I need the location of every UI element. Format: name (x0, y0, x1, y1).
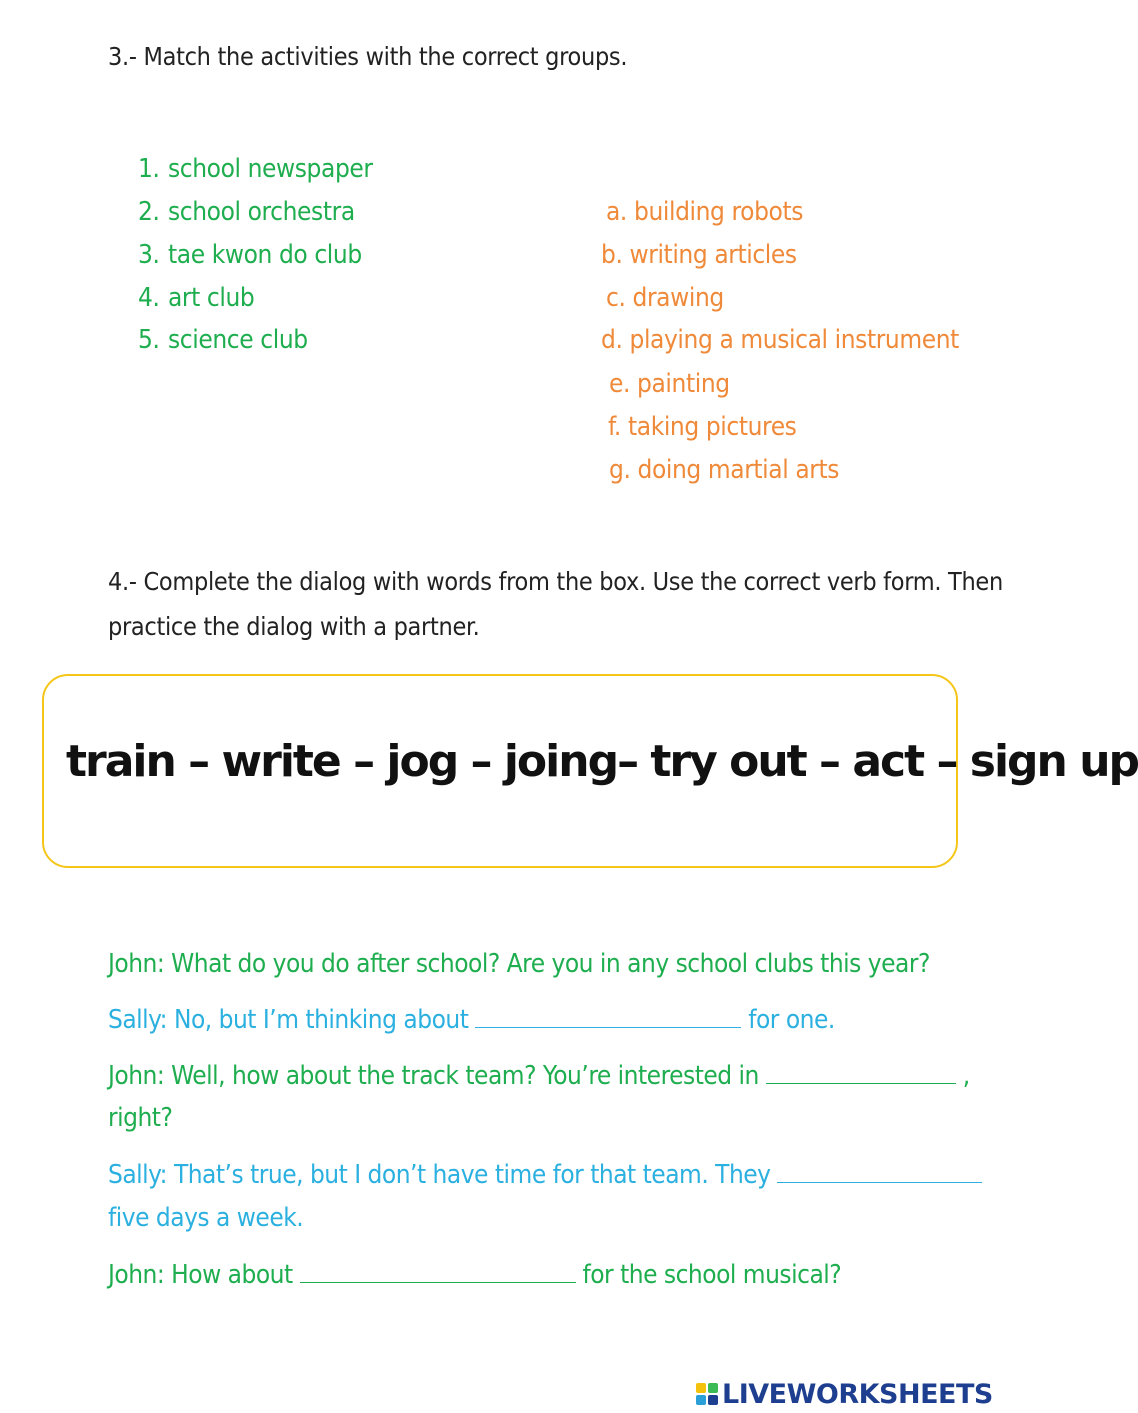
activity-item-f: f. taking pictures (608, 412, 797, 442)
word-box-text: train – write – jog – joing– try out – act – sign up (66, 736, 1138, 787)
q4-instruction-line2: practice the dialog with a partner. (108, 612, 480, 641)
dialog-text: for one. (748, 1005, 835, 1035)
answer-blank-4[interactable] (300, 1260, 576, 1283)
group-item-3 (138, 240, 362, 270)
dialog-text: , (962, 1061, 970, 1091)
group-number: 1. (138, 154, 160, 184)
activity-item-a: a. building robots (606, 197, 803, 227)
q3-instruction: 3.- Match the activities with the correct groups. (108, 42, 628, 71)
group-number: 2. (138, 197, 160, 227)
logo-mark-icon (696, 1383, 718, 1405)
group-item-4 (138, 283, 254, 313)
dialog-line-5 (108, 1260, 841, 1290)
answer-blank-3[interactable] (777, 1160, 982, 1183)
dialog-line-3 (108, 1061, 970, 1091)
group-label: tae kwon do club (168, 240, 362, 270)
activity-item-b: b. writing articles (601, 240, 797, 270)
group-number: 3. (138, 240, 160, 270)
dialog-text: Sally: No, but I’m thinking about (108, 1005, 469, 1035)
q4-instruction-line1: 4.- Complete the dialog with words from the box. Use the correct verb form. Then (108, 567, 1003, 596)
liveworksheets-logo (696, 1377, 993, 1411)
dialog-line-4 (108, 1160, 982, 1190)
dialog-line-4-cont: five days a week. (108, 1203, 304, 1233)
dialog-text: Sally: That’s true, but I don’t have time for that team. They (108, 1160, 771, 1190)
logo-text: LIVEWORKSHEETS (722, 1378, 993, 1410)
dialog-line-2 (108, 1005, 835, 1035)
group-number: 5. (138, 325, 160, 355)
activity-item-d: d. playing a musical instrument (601, 325, 959, 355)
activity-item-e: e. painting (609, 369, 730, 399)
answer-blank-1[interactable] (475, 1005, 741, 1028)
dialog-line-1: John: What do you do after school? Are you in any school clubs this year? (108, 949, 930, 979)
dialog-text: for the school musical? (582, 1260, 842, 1290)
group-label: school orchestra (168, 197, 355, 227)
activity-item-g: g. doing martial arts (609, 455, 840, 485)
answer-blank-2[interactable] (766, 1061, 956, 1084)
dialog-text: John: How about (108, 1260, 293, 1290)
activity-item-c: c. drawing (606, 283, 724, 313)
group-label: art club (168, 283, 255, 313)
group-label: science club (168, 325, 308, 355)
group-item-2 (138, 197, 355, 227)
group-number: 4. (138, 283, 160, 313)
group-label: school newspaper (168, 154, 373, 184)
group-item-1 (138, 154, 373, 184)
group-item-5 (138, 325, 308, 355)
dialog-line-3-cont: right? (108, 1103, 173, 1133)
dialog-text: John: Well, how about the track team? You’re interested in (108, 1061, 759, 1091)
